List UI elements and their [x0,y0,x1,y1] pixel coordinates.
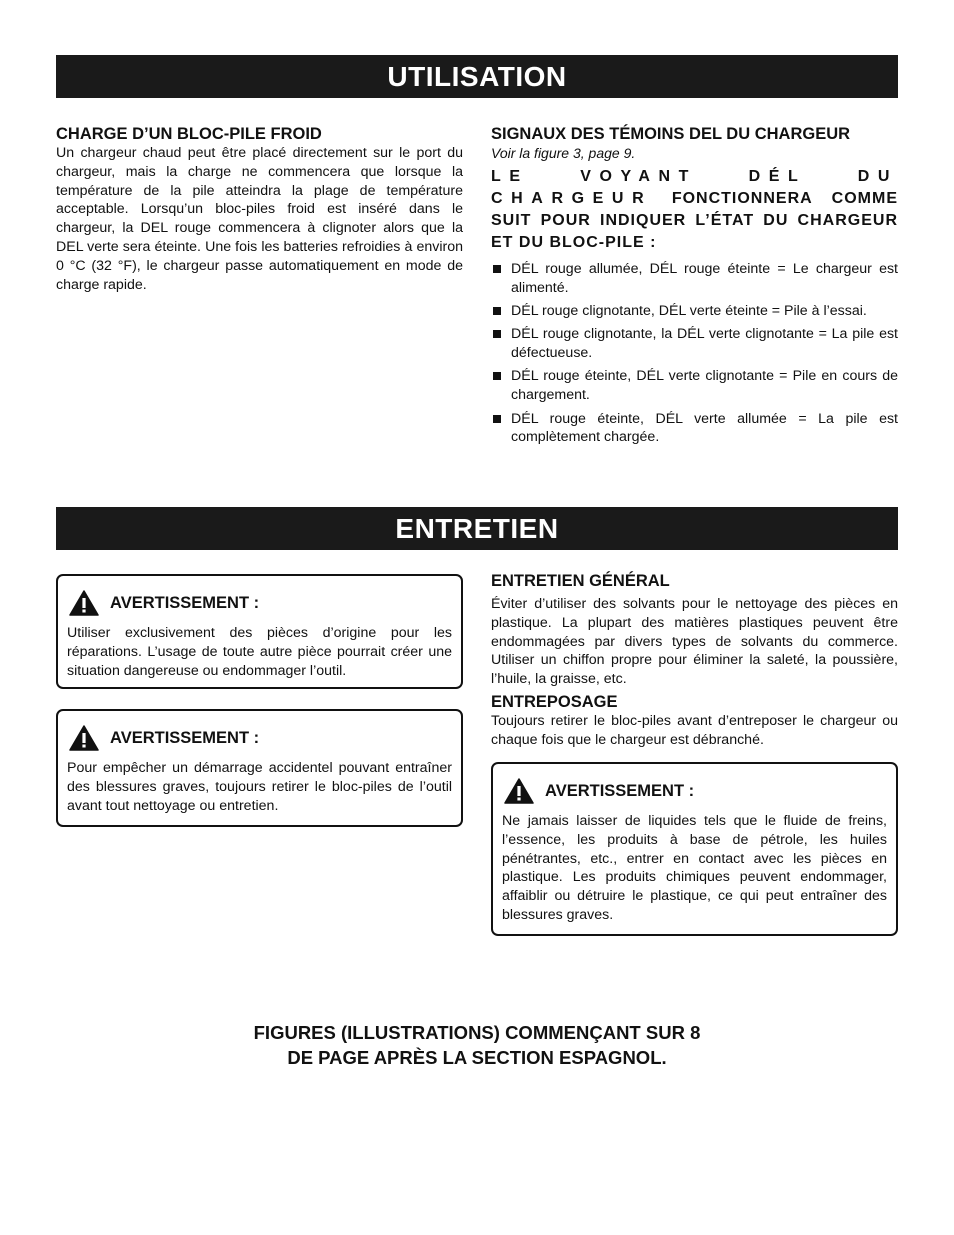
warning-title: AVERTISSEMENT : [110,593,260,612]
warning-box-liquids [491,762,898,936]
general-maintenance-heading: ENTRETIEN GÉNÉRAL [491,572,670,590]
warning-triangle-icon [504,778,534,804]
general-maintenance-section [491,571,898,750]
section-banner-utilisation: UTILISATION [56,55,898,98]
led-signals-section [491,124,898,452]
warning-body: Pour empêcher un démarrage accidentel pouvant entraîner des blessures graves, toujours retirer le bloc-piles de l’outil avant tout nettoyage ou entretien. [67,760,452,814]
general-maintenance-body: Éviter d’utiliser des solvants pour le nettoyage des pièces en plastique. La plupart des matières plastiques peuvent être endommagées par divers types de solvants du commerce. Utiliser un chiffon propre pour éliminer la saleté, la poussière, l’huile, la graisse, etc. [491,596,898,688]
warning-title: AVERTISSEMENT : [110,728,260,747]
square-bullet-icon [493,307,501,315]
warning-header [502,778,887,804]
list-item: DÉL rouge éteinte, DÉL verte allumée = La pile est complètement chargée. [491,410,898,448]
section-banner-entretien: ENTRETIEN [56,507,898,550]
cold-battery-body: Un chargeur chaud peut être placé directement sur le port du chargeur, mais la charge ne commencera que lorsque la température de la pile atteindra la plage de température acceptable. Lorsqu’un bloc-piles froid est inséré dans le chargeur, la DEL rouge commencera à clignoter alors que la DEL verte sera éteinte. Une fois les batteries refroidies à environ 0 °C (32 °F), le chargeur passe automatiquement en mode de charge rapide. [56,145,463,293]
figures-note-line1: FIGURES (ILLUSTRATIONS) COMMENÇANT SUR 8 [253,1022,701,1043]
warning-triangle-icon [69,590,99,616]
warning-box-original-parts [56,574,463,689]
led-intro-line1: LE VOYANT DÉL DU CHARGEUR [491,168,898,207]
figure-reference: Voir la figure 3, page 9. [491,145,636,161]
storage-heading: ENTREPOSAGE [491,692,618,711]
led-intro-rest: FONCTIONNERA COMME SUIT POUR INDIQUER L’ÉTAT DU CHARGEUR ET DU BLOC-PILE : [491,190,898,251]
square-bullet-icon [493,372,501,380]
square-bullet-icon [493,330,501,338]
warning-body: Ne jamais laisser de liquides tels que le fluide de freins, l’essence, les produits à base de pétrole, les huiles pénétrantes, etc., entrer en contact avec les pièces en plastique. Les produits chimiques peuvent endommager, affaiblir ou détruire le plastique, ce qui peut entraîner des blessures graves. [502,813,887,923]
cold-battery-heading: CHARGE D’UN BLOC-PILE FROID [56,125,322,143]
list-item: DÉL rouge éteinte, DÉL verte clignotante = Pile en cours de chargement. [491,367,898,405]
cold-battery-section [56,124,463,294]
led-signals-intro [491,166,898,254]
list-item: DÉL rouge allumée, DÉL rouge éteinte = Le chargeur est alimenté. [491,260,898,298]
warning-header [67,590,452,616]
warning-triangle-icon [69,725,99,751]
list-item: DÉL rouge clignotante, la DÉL verte clignotante = La pile est défectueuse. [491,325,898,363]
led-status-list [491,260,898,447]
warning-box-remove-battery [56,709,463,827]
warning-title: AVERTISSEMENT : [545,781,695,800]
list-item: DÉL rouge clignotante, DÉL verte éteinte = Pile à l’essai. [491,302,898,321]
storage-body: Toujours retirer le bloc-piles avant d’entreposer le chargeur ou chaque fois que le chargeur est débranché. [491,712,898,748]
figures-note [56,1020,898,1070]
square-bullet-icon [493,415,501,423]
led-signals-heading: SIGNAUX DES TÉMOINS DEL DU CHARGEUR [491,125,851,143]
warning-header [67,725,452,751]
warning-body: Utiliser exclusivement des pièces d’origine pour les réparations. L’usage de toute autre pièce pourrait créer une situation dangereuse ou endommager l’outil. [67,625,452,679]
square-bullet-icon [493,265,501,273]
figures-note-line2: DE PAGE APRÈS LA SECTION ESPAGNOL. [287,1047,667,1068]
